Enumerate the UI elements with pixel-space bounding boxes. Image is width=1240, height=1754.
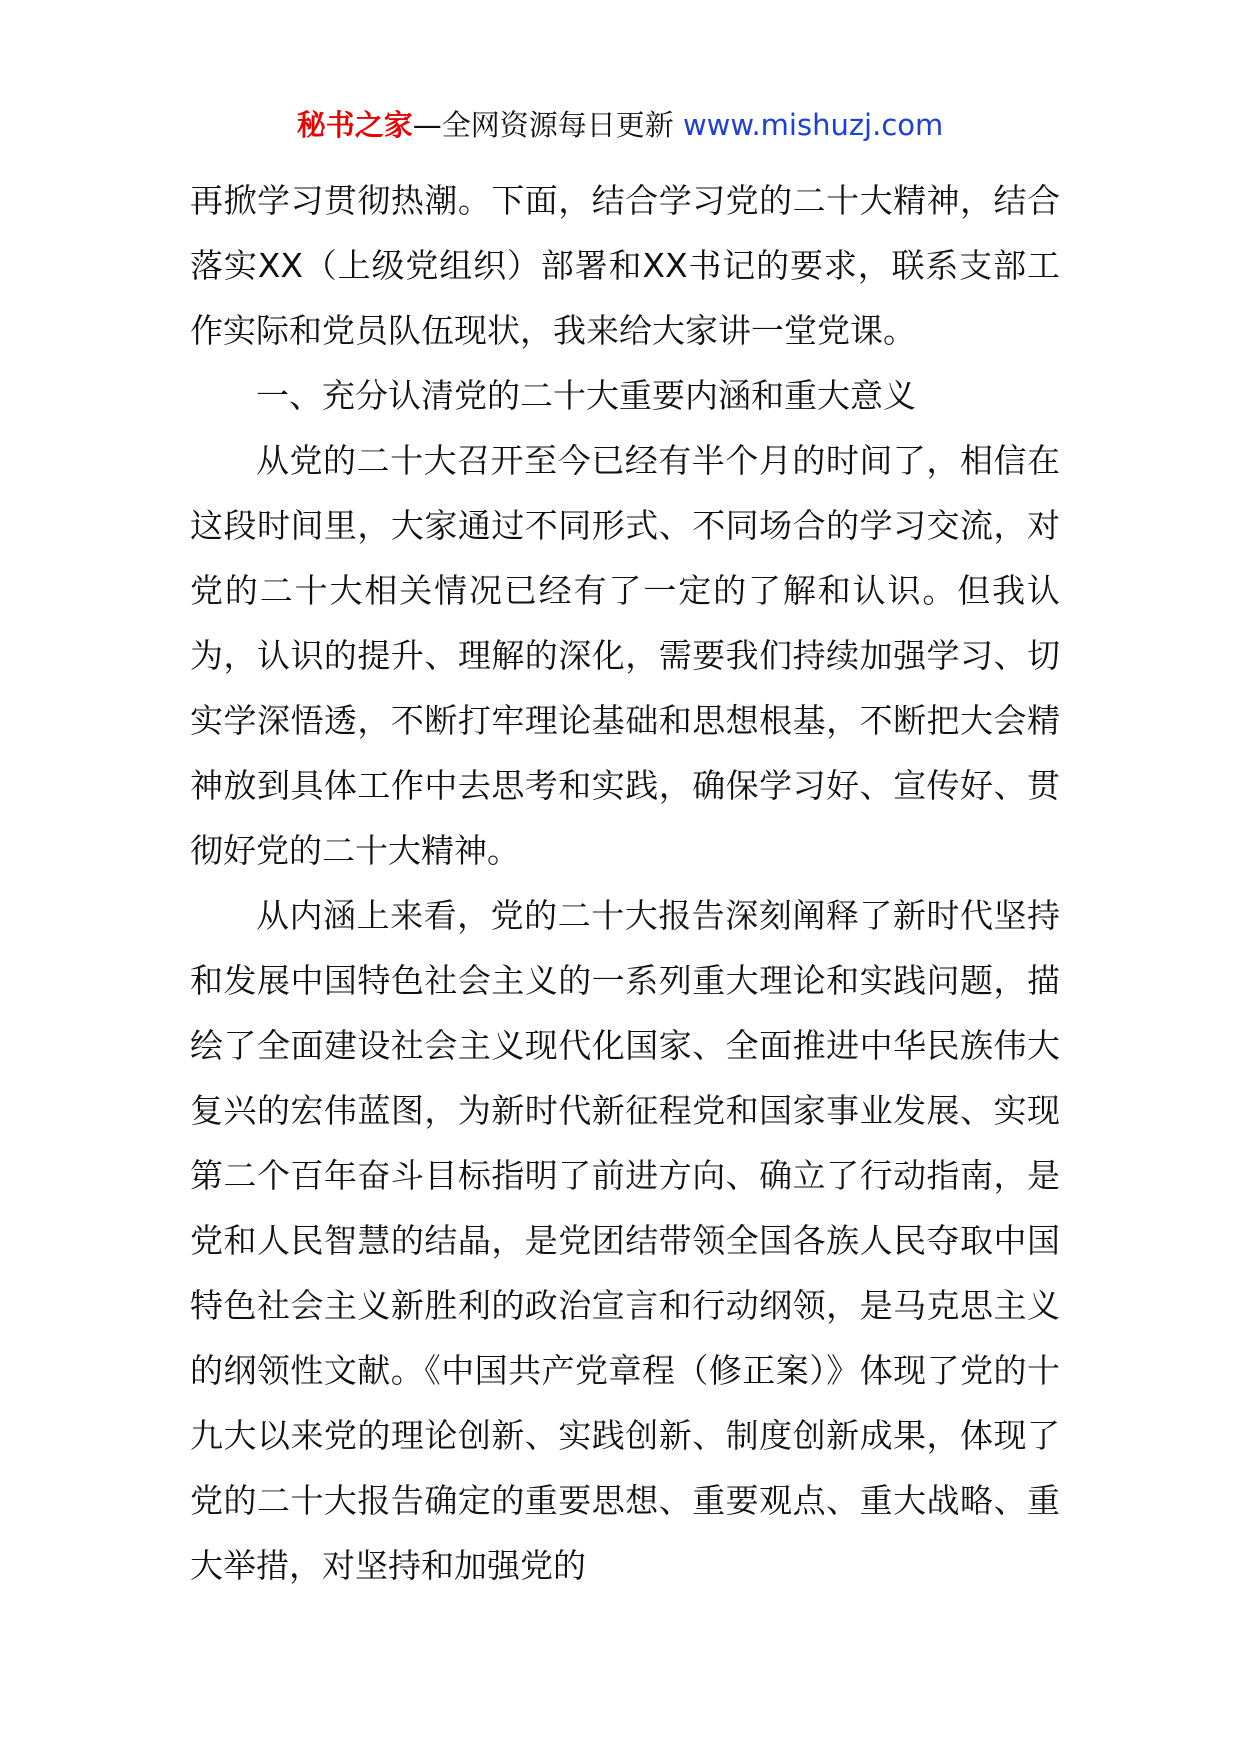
site-tagline: —全网资源每日更新 <box>412 108 674 142</box>
paragraph-continuation: 再掀学习贯彻热潮。下面，结合学习党的二十大精神，结合落实XX（上级党组织）部署和XX书记的要求，联系支部工作实际和党员队伍现状，我来给大家讲一堂党课。 <box>190 181 1060 350</box>
paragraph: 从内涵上来看，党的二十大报告深刻阐释了新时代坚持和发展中国特色社会主义的一系列重大理论和实践问题，描绘了全面建设社会主义现代化国家、全面推进中华民族伟大复兴的宏伟蓝图，为新时代新征程党和国家事业发展、实现第二个百年奋斗目标指明了前进方向、确立了行动指南，是党和人民智慧的结晶，是党团结带领全国各族人民夺取中国特色社会主义新胜利的政治宣言和行动纲领，是马克思主义的纲领性文献。《中国共产党章程（修正案）》体现了党的十九大以来党的理论创新、实践创新、制度创新成果，体现了党的二十大报告确定的重要思想、重要观点、重大战略、重大举措，对坚持和加强党的 <box>190 896 1060 1585</box>
section-heading: 一、充分认清党的二十大重要内涵和重大意义 <box>256 376 916 415</box>
site-brand-name: 秘书之家 <box>296 108 413 142</box>
site-watermark-header <box>0 103 1240 147</box>
paragraph: 从党的二十大召开至今已经有半个月的时间了，相信在这段时间里，大家通过不同形式、不同场合的学习交流，对党的二十大相关情况已经有了一定的了解和认识。但我认为，认识的提升、理解的深化，需要我们持续加强学习、切实学深悟透，不断打牢理论基础和思想根基，不断把大会精神放到具体工作中去思考和实践，确保学习好、宣传好、贯彻好党的二十大精神。 <box>190 441 1060 870</box>
document-body <box>190 168 1060 1598</box>
site-url-link[interactable]: www.mishuzj.com <box>682 108 944 142</box>
